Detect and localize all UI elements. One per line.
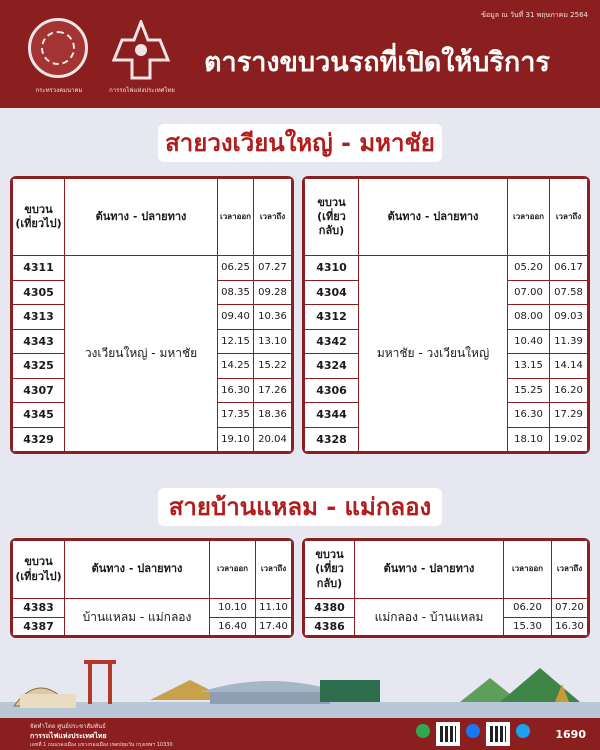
col-arrive: เวลาถึง [256,541,292,599]
col-train: ขบวน (เที่ยวกลับ) [305,541,355,599]
footer-address: เลขที่ 1 ถนนรองเมือง แขวงรองเมือง เขตปทุมวัน กรุงเทพฯ 10330 [30,742,173,748]
section2-title: สายบ้านแหลม - แม่กลอง [158,488,442,526]
col-route: ต้นทาง - ปลายทาง [359,179,508,256]
arrive-time: 09.28 [254,280,292,305]
route-cell: มหาชัย - วงเวียนใหญ่ [359,256,508,452]
col-arrive: เวลาถึง [254,179,292,256]
train-number: 4328 [305,427,359,452]
train-number: 4313 [13,305,65,330]
depart-time: 08.35 [218,280,254,305]
table-row [305,599,588,617]
qr-code-icon[interactable] [486,722,510,746]
col-train: ขบวน (เที่ยวกลับ) [305,179,359,256]
table-row [305,256,588,281]
facebook-icon[interactable] [466,724,480,738]
depart-time: 10.10 [210,599,256,617]
page-title: ตารางขบวนรถที่เปิดให้บริการ [204,47,550,78]
section2-inbound-table [302,538,590,638]
arrive-time: 18.36 [254,403,292,428]
col-route: ต้นทาง - ปลายทาง [65,541,210,599]
train-number: 4383 [13,599,65,617]
depart-time: 14.25 [218,354,254,379]
depart-time: 08.00 [508,305,550,330]
col-route: ต้นทาง - ปลายทาง [65,179,218,256]
depart-time: 06.20 [504,599,552,617]
col-arrive: เวลาถึง [550,179,588,256]
depart-time: 06.25 [218,256,254,281]
train-number: 4344 [305,403,359,428]
col-train: ขบวน (เที่ยวไป) [13,179,65,256]
train-number: 4345 [13,403,65,428]
depart-time: 18.10 [508,427,550,452]
train-number: 4311 [13,256,65,281]
srt-label: การรถไฟแห่งประเทศไทย [109,87,175,94]
arrive-time: 16.20 [550,378,588,403]
arrive-time: 19.02 [550,427,588,452]
col-route: ต้นทาง - ปลายทาง [355,541,504,599]
depart-time: 12.15 [218,329,254,354]
depart-time: 13.15 [508,354,550,379]
depart-time: 19.10 [218,427,254,452]
train-number: 4310 [305,256,359,281]
depart-time: 10.40 [508,329,550,354]
col-depart: เวลาออก [218,179,254,256]
arrive-time: 16.30 [552,617,588,635]
section1-title: สายวงเวียนใหญ่ - มหาชัย [158,124,442,162]
train-number: 4386 [305,617,355,635]
arrive-time: 06.17 [550,256,588,281]
depart-time: 16.30 [218,378,254,403]
footer-org-line: จัดทำโดย ศูนย์ประชาสัมพันธ์ [30,723,106,730]
train-number: 4304 [305,280,359,305]
footer-bar [0,718,600,750]
depart-time: 05.20 [508,256,550,281]
arrive-time: 20.04 [254,427,292,452]
depart-time: 16.40 [210,617,256,635]
train-number: 4343 [13,329,65,354]
footer-org-name: การรถไฟแห่งประเทศไทย [30,732,107,740]
col-depart: เวลาออก [210,541,256,599]
table-row [13,256,292,281]
arrive-time: 15.22 [254,354,292,379]
depart-time: 09.40 [218,305,254,330]
qr-code-icon[interactable] [436,722,460,746]
train-number: 4342 [305,329,359,354]
hotline-number[interactable]: 1690 [555,728,586,741]
train-number: 4380 [305,599,355,617]
route-cell: วงเวียนใหญ่ - มหาชัย [65,256,218,452]
depart-time: 15.25 [508,378,550,403]
arrive-time: 13.10 [254,329,292,354]
arrive-time: 11.10 [256,599,292,617]
station-skyline-illustration [0,650,600,720]
depart-time: 16.30 [508,403,550,428]
arrive-time: 17.26 [254,378,292,403]
arrive-time: 07.27 [254,256,292,281]
arrive-time: 07.20 [552,599,588,617]
arrive-time: 11.39 [550,329,588,354]
train-number: 4325 [13,354,65,379]
srt-logo-icon [110,20,172,82]
train-number: 4312 [305,305,359,330]
twitter-icon[interactable] [516,724,530,738]
col-depart: เวลาออก [508,179,550,256]
data-date: ข้อมูล ณ วันที่ 31 พฤษภาคม 2564 [481,11,588,19]
depart-time: 17.35 [218,403,254,428]
train-number: 4387 [13,617,65,635]
section1-outbound-table [10,176,294,454]
arrive-time: 14.14 [550,354,588,379]
route-cell: บ้านแหลม - แม่กลอง [65,599,210,636]
train-number: 4307 [13,378,65,403]
section1-inbound-table [302,176,590,454]
ministry-label: กระทรวงคมนาคม [35,87,83,94]
table-row [13,599,292,617]
arrive-time: 09.03 [550,305,588,330]
header-banner [0,0,600,108]
train-number: 4329 [13,427,65,452]
col-depart: เวลาออก [504,541,552,599]
depart-time: 15.30 [504,617,552,635]
line-icon[interactable] [416,724,430,738]
depart-time: 07.00 [508,280,550,305]
train-number: 4306 [305,378,359,403]
train-number: 4324 [305,354,359,379]
col-arrive: เวลาถึง [552,541,588,599]
route-cell: แม่กลอง - บ้านแหลม [355,599,504,636]
arrive-time: 10.36 [254,305,292,330]
arrive-time: 17.29 [550,403,588,428]
train-number: 4305 [13,280,65,305]
arrive-time: 17.40 [256,617,292,635]
arrive-time: 07.58 [550,280,588,305]
col-train: ขบวน (เที่ยวไป) [13,541,65,599]
ministry-seal-icon [28,18,88,78]
section2-outbound-table [10,538,294,638]
